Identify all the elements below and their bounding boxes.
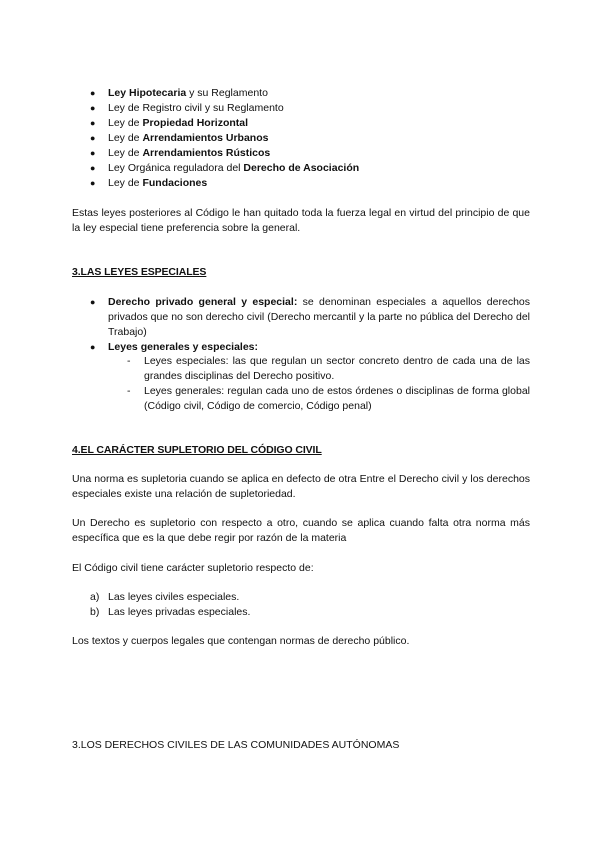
dash-icon: - — [127, 355, 131, 367]
list-item: ● Ley de Fundaciones — [90, 177, 208, 189]
list-item: - Leyes especiales: las que regulan un sector concreto dentro de cada una de las grandes disciplinas del Derecho positivo. — [127, 355, 530, 382]
list-item: - Leyes generales: regulan cada uno de estos órdenes o disciplinas de forma global (Código civil, Código de comercio, Código penal) — [127, 385, 530, 412]
list-item: ● Ley de Arrendamientos Rústicos — [90, 147, 271, 159]
list-item: ● Ley Hipotecaria y su Reglamento — [90, 87, 268, 99]
bullet-icon: ● — [90, 148, 96, 158]
paragraph: Estas leyes posteriores al Código le han quitado toda la fuerza legal en virtud del principio de que la ley especial tiene preferencia sobre la general. — [72, 207, 530, 234]
dash-icon: - — [127, 385, 131, 397]
sub-list — [72, 354, 530, 414]
section-heading: 3.LOS DERECHOS CIVILES DE LAS COMUNIDADES AUTÓNOMAS — [72, 739, 400, 751]
bullet-icon: ● — [90, 297, 96, 307]
bullet-icon: ● — [90, 88, 96, 98]
bullet-icon: ● — [90, 133, 96, 143]
list-item: ● Leyes generales y especiales: — [90, 341, 259, 353]
bullet-icon: ● — [90, 163, 96, 173]
list-item: b) Las leyes privadas especiales. — [90, 606, 251, 618]
list-item: ● Ley de Registro civil y su Reglamento — [90, 102, 284, 114]
paragraph: Un Derecho es supletorio con respecto a otro, cuando se aplica cuando falta otra norma más específica que es la que debe regir por razón de la materia — [72, 517, 530, 544]
list-item: ● Ley de Propiedad Horizontal — [90, 117, 249, 129]
section-heading: 4.EL CARÁCTER SUPLETORIO DEL CÓDIGO CIVIL — [72, 444, 322, 456]
section-heading: 3.LAS LEYES ESPECIALES — [72, 266, 207, 278]
alpha-list — [72, 590, 530, 620]
bullet-icon: ● — [90, 118, 96, 128]
bullet-icon: ● — [90, 103, 96, 113]
list-item: ● Ley Orgánica reguladora del Derecho de Asociación — [90, 162, 360, 174]
paragraph: El Código civil tiene carácter supletorio respecto de: — [72, 562, 314, 574]
bullet-icon: ● — [90, 178, 96, 188]
laws-list — [72, 86, 530, 191]
list-item: a) Las leyes civiles especiales. — [90, 591, 240, 603]
special-laws-list — [72, 295, 530, 355]
paragraph: Los textos y cuerpos legales que contengan normas de derecho público. — [72, 635, 410, 647]
paragraph: Una norma es supletoria cuando se aplica en defecto de otra Entre el Derecho civil y los derechos especiales existe una relación de supletoriedad. — [72, 473, 530, 500]
list-item: ● Ley de Arrendamientos Urbanos — [90, 132, 269, 144]
list-item: ● Derecho privado general y especial: se denominan especiales a aquellos derechos privados que no son derecho civil (Derecho mercantil y la parte no pública del Derecho del Trabajo) — [90, 296, 531, 338]
bullet-icon: ● — [90, 342, 96, 352]
